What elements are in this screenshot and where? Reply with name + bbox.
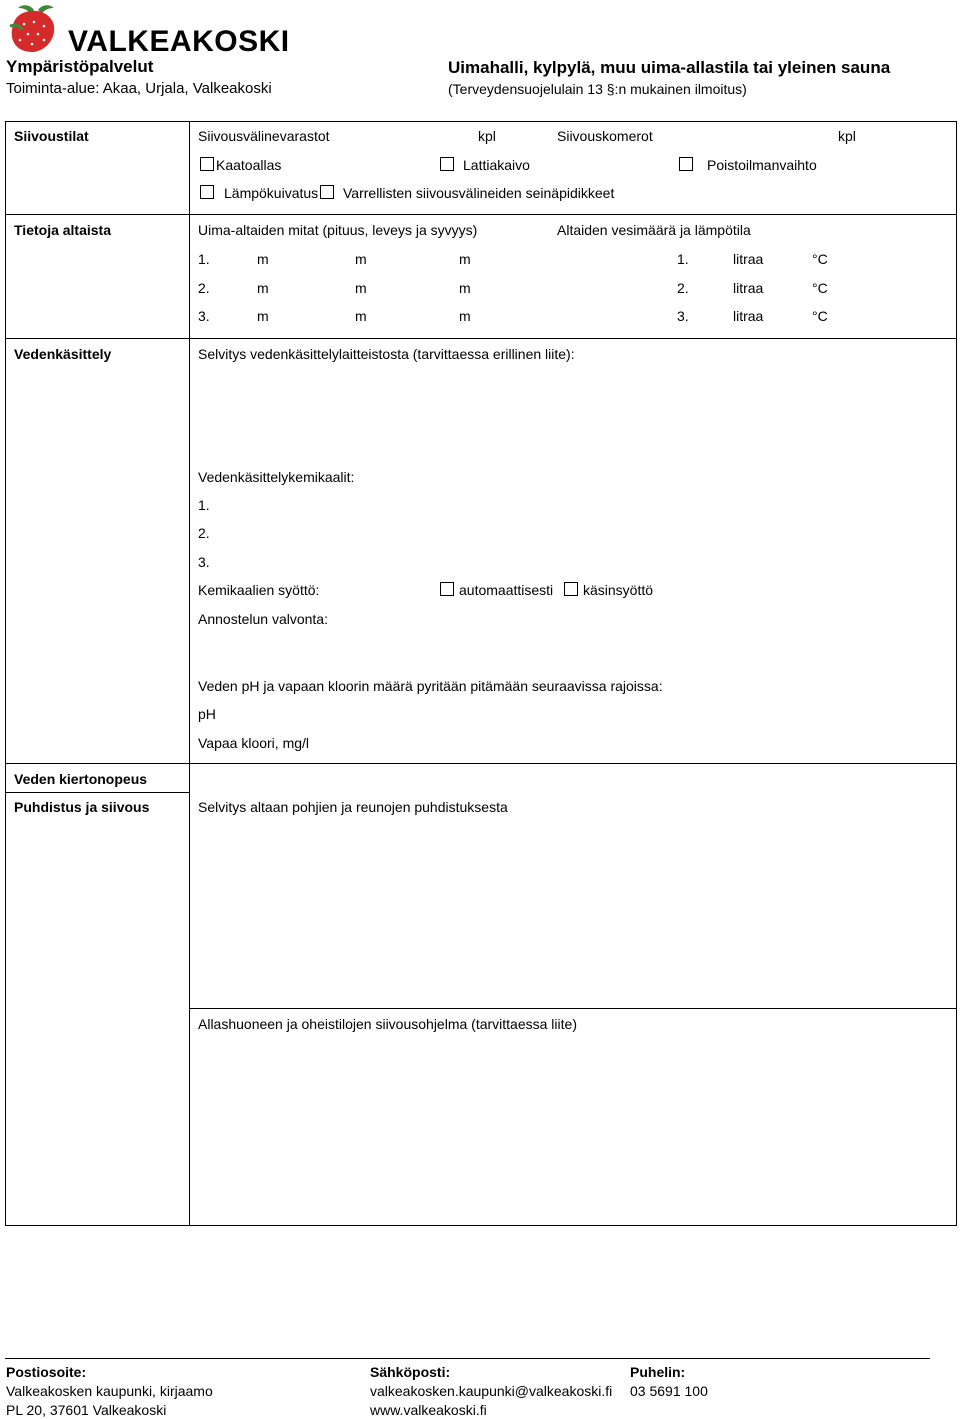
poistoilma-checkbox[interactable]	[679, 157, 693, 171]
row-number: 1.	[198, 251, 210, 267]
depth-unit: m	[459, 251, 471, 267]
posti-label: Postiosoite:	[6, 1364, 87, 1380]
automaattisesti-label: automaattisesti	[459, 582, 554, 598]
row-number: 3.	[677, 308, 689, 324]
temperature-unit: °C	[812, 308, 828, 324]
kaatoallas-label: Kaatoallas	[216, 157, 282, 173]
kemikaali-1: 1.	[198, 497, 210, 513]
depth-unit: m	[459, 308, 471, 324]
varrelliset-label: Varrellisten siivousvälineiden seinäpidikkeet	[343, 185, 615, 201]
length-unit: m	[257, 308, 269, 324]
section-label: Siivoustilat	[14, 128, 89, 144]
length-unit: m	[257, 251, 269, 267]
vesi-header: Altaiden vesimäärä ja lämpötila	[557, 222, 751, 238]
komerot-unit: kpl	[838, 128, 856, 144]
mitat-header: Uima-altaiden mitat (pituus, leveys ja syvyys)	[198, 222, 478, 238]
width-unit: m	[355, 308, 367, 324]
email-link[interactable]: valkeakosken.kaupunki@valkeakoski.fi	[370, 1383, 613, 1399]
varastot-unit: kpl	[478, 128, 496, 144]
lattiakaivo-checkbox[interactable]	[440, 157, 454, 171]
ph-rajat-label: Veden pH ja vapaan kloorin määrä pyritään pitämään seuraavissa rajoissa:	[198, 678, 663, 694]
row-number: 2.	[198, 280, 210, 296]
selvitys-label: Selvitys vedenkäsittelylaitteistosta (tarvittaessa erillinen liite):	[198, 346, 575, 362]
komerot-label: Siivouskomerot	[557, 128, 653, 144]
section-label: Veden kiertonopeus	[14, 771, 148, 787]
document-subtitle: (Terveydensuojelulain 13 §:n mukainen ilmoitus)	[448, 81, 747, 97]
section-label: Puhdistus ja siivous	[14, 799, 150, 815]
kasinsyotto-label: käsinsyöttö	[583, 582, 654, 598]
automaattisesti-checkbox[interactable]	[440, 582, 454, 596]
width-unit: m	[355, 280, 367, 296]
posti-line-1: Valkeakosken kaupunki, kirjaamo	[6, 1383, 213, 1399]
strawberry-logo-icon	[4, 2, 68, 56]
volume-unit: litraa	[733, 251, 764, 267]
syotto-label: Kemikaalien syöttö:	[198, 582, 320, 598]
email-label: Sähköposti:	[370, 1364, 451, 1380]
kaatoallas-checkbox[interactable]	[200, 157, 214, 171]
phone-number: 03 5691 100	[630, 1383, 708, 1399]
varrelliset-checkbox[interactable]	[320, 185, 334, 199]
website-link[interactable]: www.valkeakoski.fi	[370, 1402, 487, 1418]
lattiakaivo-label: Lattiakaivo	[463, 157, 530, 173]
section-label: Vedenkäsittely	[14, 346, 112, 362]
width-unit: m	[355, 251, 367, 267]
varastot-label: Siivousvälinevarastot	[198, 128, 330, 144]
ph-label: pH	[198, 706, 216, 722]
kasinsyotto-checkbox[interactable]	[564, 582, 578, 596]
department-title: Ympäristöpalvelut	[6, 57, 154, 76]
annostelu-label: Annostelun valvonta:	[198, 611, 328, 627]
area-text: Toiminta-alue: Akaa, Urjala, Valkeakoski	[6, 80, 272, 97]
volume-unit: litraa	[733, 308, 764, 324]
lampokuivatus-checkbox[interactable]	[200, 185, 214, 199]
temperature-unit: °C	[812, 251, 828, 267]
phone-label: Puhelin:	[630, 1364, 686, 1380]
lampokuivatus-label: Lämpökuivatus	[224, 185, 319, 201]
volume-unit: litraa	[733, 280, 764, 296]
ohjelma-label: Allashuoneen ja oheistilojen siivousohjelma (tarvittaessa liite)	[198, 1016, 577, 1032]
length-unit: m	[257, 280, 269, 296]
kemikaalit-label: Vedenkäsittelykemikaalit:	[198, 469, 355, 485]
posti-line-2: PL 20, 37601 Valkeakoski	[6, 1402, 167, 1418]
depth-unit: m	[459, 280, 471, 296]
row-number: 3.	[198, 308, 210, 324]
poistoilma-label: Poistoilmanvaihto	[707, 157, 817, 173]
row-number: 1.	[677, 251, 689, 267]
document-title: Uimahalli, kylpylä, muu uima-allastila tai yleinen sauna	[448, 58, 891, 77]
section-label: Tietoja altaista	[14, 222, 112, 238]
kemikaali-2: 2.	[198, 525, 210, 541]
kloori-label: Vapaa kloori, mg/l	[198, 735, 310, 751]
kemikaali-3: 3.	[198, 554, 210, 570]
pohjat-label: Selvitys altaan pohjien ja reunojen puhdistuksesta	[198, 799, 508, 815]
logo-wordmark: VALKEAKOSKI	[68, 25, 290, 58]
row-number: 2.	[677, 280, 689, 296]
temperature-unit: °C	[812, 280, 828, 296]
